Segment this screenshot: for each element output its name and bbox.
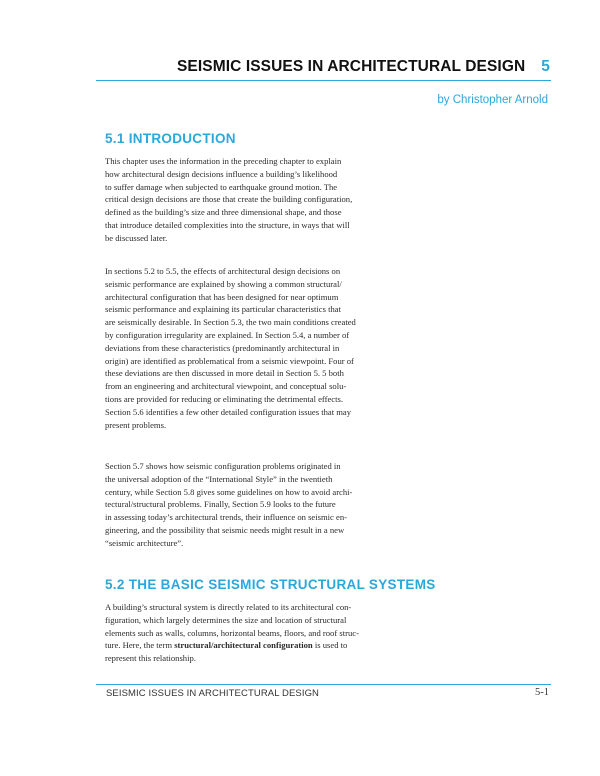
text-line: Section 5.7 shows how seismic configuration problems originated in [105, 461, 341, 471]
text-line: tions are provided for reducing or eliminating the detrimental effects. [105, 393, 343, 404]
text-line: elements such as walls, columns, horizontal beams, floors, and roof struc- [105, 627, 359, 638]
text-line: gineering, and the possibility that seismic needs might result in a new [105, 524, 345, 535]
text-line: tectural/structural problems. Finally, Section 5.9 looks to the future [105, 499, 336, 510]
text-line: to suffer damage when subjected to earthquake ground motion. The [105, 181, 338, 192]
bold-term: structural/architectural configuration [174, 640, 313, 651]
text-line: the universal adoption of the “International Style” in the twentieth [105, 473, 333, 484]
page-number: 5-1 [535, 687, 549, 698]
chapter-number: 5 [541, 58, 550, 75]
text-line: these deviations are then discussed in more detail in Section 5. 5 both [105, 368, 344, 379]
header-divider [96, 80, 551, 81]
author-byline: by Christopher Arnold [437, 94, 548, 106]
text-fragment: ture. Here, the term [105, 640, 175, 651]
paragraph-intro-2 [105, 265, 425, 431]
text-line: how architectural design decisions influence a building’s likelihood [105, 168, 338, 179]
text-line: seismic performance and explaining its particular characteristics that [105, 304, 341, 315]
text-line: century, while Section 5.8 gives some guidelines on how to avoid archi- [105, 486, 353, 497]
text-line: be discussed later. [105, 232, 168, 243]
text-line: This chapter uses the information in the preceding chapter to explain [105, 156, 342, 166]
text-line: from an engineering and architectural viewpoint, and conceptual solu- [105, 381, 347, 392]
text-line: defined as the building’s size and three dimensional shape, and those [105, 207, 342, 218]
text-line: critical design decisions are those that create the building configuration, [105, 194, 353, 205]
text-line: that introduce detailed complexities into the structure, in ways that will [105, 219, 350, 230]
text-line [105, 639, 425, 652]
page-header [150, 58, 550, 76]
text-line: Section 5.6 identifies a few other detailed configuration issues that may [105, 406, 352, 417]
text-line: architectural configuration that has been designed for near optimum [105, 291, 339, 302]
header-title: SEISMIC ISSUES IN ARCHITECTURAL DESIGN [176, 58, 526, 75]
footer-divider [96, 684, 551, 685]
text-line: In sections 5.2 to 5.5, the effects of architectural design decisions on [105, 266, 341, 276]
text-fragment: is used to [312, 640, 348, 651]
text-line: are seismically desirable. In Section 5.3, the two main conditions created [105, 317, 356, 328]
text-line: A building’s structural system is directly related to its architectural con- [105, 602, 352, 612]
footer-title: SEISMIC ISSUES IN ARCHITECTURAL DESIGN [106, 688, 320, 699]
text-line: present problems. [105, 419, 167, 430]
text-line: deviations from these characteristics (predominantly architectural in [105, 342, 340, 353]
text-line: by configuration irregularity are explained. In Section 5.4, a number of [105, 329, 350, 340]
text-line: “seismic architecture”. [105, 537, 184, 548]
text-line: origin) are identified as problematical from a seismic viewpoint. Four of [105, 355, 354, 366]
text-line: in assessing today’s architectural trends, their influence on seismic en- [105, 512, 347, 523]
text-line: seismic performance are explained by showing a common structural/ [105, 278, 342, 289]
text-line: figuration, which largely determines the size and location of structural [105, 614, 347, 625]
paragraph-intro-3 [105, 460, 425, 550]
paragraph-intro-1 [105, 155, 425, 245]
paragraph-basic-systems-1 [105, 601, 425, 665]
section-heading-basic-systems: 5.2 THE BASIC SEISMIC STRUCTURAL SYSTEMS [105, 577, 436, 592]
text-line: represent this relationship. [105, 653, 196, 664]
section-heading-introduction: 5.1 INTRODUCTION [105, 131, 236, 146]
